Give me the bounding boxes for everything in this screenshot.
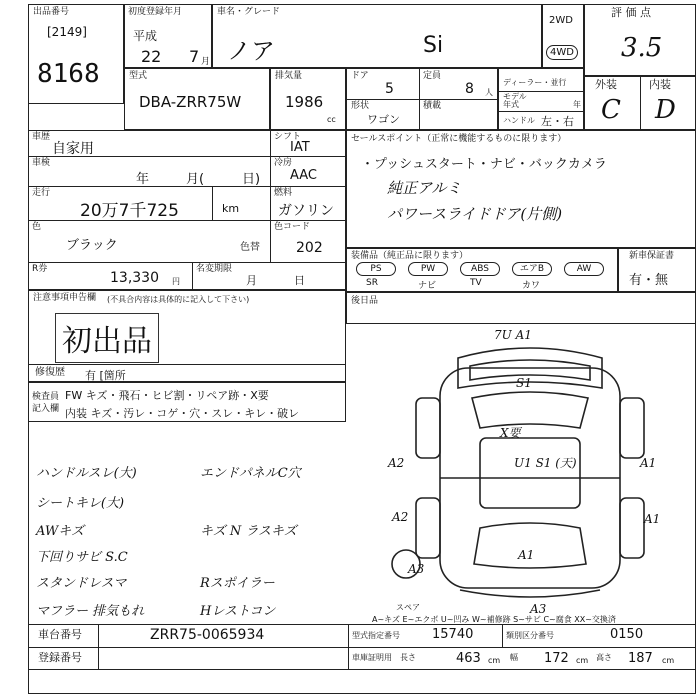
door-value: 5 bbox=[385, 81, 394, 97]
inspection-label: 車検 bbox=[32, 158, 51, 168]
new-car-value: 有・無 bbox=[629, 273, 669, 288]
capacity-label: 定員 bbox=[423, 71, 442, 81]
mileage-label: 走行 bbox=[32, 188, 51, 198]
notes-label: 注意事項申告欄 bbox=[33, 293, 97, 303]
color-change-label: 色替 bbox=[240, 242, 260, 253]
damage-mark: S1 bbox=[516, 376, 532, 390]
equipment-item: エアB bbox=[512, 262, 552, 276]
damage-legend: A~キズ E~エクボ U~凹み W~補修跡 S~サビ C~腐食 XX~交換済 bbox=[372, 615, 616, 624]
class-label: 類別区分番号 bbox=[506, 631, 554, 640]
sales-point-line1: ・プッシュスタート・ナビ・バックカメラ bbox=[361, 157, 607, 172]
lot-label: 出品番号 bbox=[33, 7, 70, 17]
interior-grade: D bbox=[655, 95, 676, 125]
sales-point-label: セールスポイント（正常に機能するものに限ります） bbox=[351, 134, 567, 144]
equipment-item: ナビ bbox=[418, 281, 437, 291]
color-code-value: 202 bbox=[296, 240, 323, 256]
remark-line: Rスポイラー bbox=[200, 576, 275, 591]
model-name: ノア bbox=[227, 37, 275, 65]
fuel-value: ガソリン bbox=[278, 203, 334, 219]
drive-2wd: 2WD bbox=[549, 15, 573, 26]
damage-mark: A1 bbox=[640, 456, 657, 470]
door-shape-box bbox=[346, 68, 498, 130]
car-diagram bbox=[380, 328, 680, 618]
damage-mark: A2 bbox=[392, 510, 409, 524]
width-unit: cm bbox=[576, 656, 589, 665]
sales-point-line2: 純正アルミ bbox=[387, 179, 462, 197]
type-box bbox=[124, 68, 270, 130]
inspector-box bbox=[28, 382, 346, 422]
dealer-box bbox=[498, 68, 584, 130]
width-value: 172 bbox=[544, 651, 569, 666]
remark-line: 下回りサビ S.C bbox=[36, 550, 128, 565]
remark-line: AWキズ bbox=[36, 524, 84, 539]
equipment-item: PS bbox=[356, 262, 396, 276]
displacement-unit: cc bbox=[327, 115, 336, 124]
remark-line: Hレストコン bbox=[200, 604, 276, 619]
equipment-item: SR bbox=[366, 278, 378, 288]
damage-mark: 7U A1 bbox=[494, 328, 532, 342]
name-change-month: 月 bbox=[246, 274, 257, 287]
color-code-label: 色コード bbox=[274, 222, 311, 232]
exterior-grade: C bbox=[601, 95, 621, 125]
model-cert-value: 15740 bbox=[432, 627, 474, 642]
sales-point-box bbox=[346, 130, 696, 248]
interior-label: 内装 bbox=[649, 78, 671, 91]
inspection-month: 月( bbox=[186, 172, 205, 187]
ac-label: 冷房 bbox=[274, 158, 293, 168]
model-label: 車名・グレード bbox=[217, 7, 281, 17]
height-value: 187 bbox=[628, 651, 653, 666]
repair-value: 有 [箇所 bbox=[85, 369, 126, 382]
damage-mark: A3 bbox=[530, 602, 547, 616]
history-value: 自家用 bbox=[52, 141, 94, 157]
recycle-unit: 円 bbox=[172, 277, 180, 286]
handle-value: 左・右 bbox=[541, 115, 574, 128]
mileage-value: 20万7千725 bbox=[80, 201, 179, 221]
first-reg-label: 初度登録年月 bbox=[128, 7, 183, 17]
exterior-label: 外装 bbox=[595, 78, 617, 91]
displacement-box bbox=[270, 68, 346, 130]
shape-value: ワゴン bbox=[367, 113, 400, 126]
equipment-item: AW bbox=[564, 262, 604, 276]
inspection-day: 日) bbox=[242, 172, 261, 187]
dealer-label: ディーラー・並行 bbox=[503, 78, 567, 87]
cert-ref-label: 車庫証明用 bbox=[352, 653, 392, 662]
equipment-item: カワ bbox=[522, 281, 541, 291]
height-label: 高さ bbox=[596, 653, 612, 662]
mileage-unit: km bbox=[222, 202, 240, 215]
month-value: 7 bbox=[189, 47, 200, 66]
displacement-label: 排気量 bbox=[275, 71, 303, 81]
new-car-label: 新車保証書 bbox=[629, 251, 675, 261]
chassis-label: 車台番号 bbox=[38, 628, 82, 641]
remark-line: マフラー 排気もれ bbox=[36, 604, 145, 619]
fuel-label: 燃料 bbox=[274, 188, 293, 198]
first-reg-box bbox=[124, 4, 212, 68]
model-box bbox=[212, 4, 542, 68]
recycle-value: 13,330 bbox=[110, 270, 159, 286]
damage-mark: A1 bbox=[644, 512, 661, 526]
shift-value: IAT bbox=[290, 140, 310, 155]
sales-point-line3: パワースライドドア(片側) bbox=[387, 205, 563, 223]
height-unit: cm bbox=[662, 656, 675, 665]
month-unit: 月 bbox=[201, 57, 211, 67]
color-value: ブラック bbox=[66, 238, 118, 253]
model-year-label: モデル年式 bbox=[503, 92, 527, 109]
spare-label: スペア bbox=[396, 603, 420, 612]
recycle-label: R券 bbox=[32, 264, 48, 274]
reg-label: 登録番号 bbox=[38, 651, 82, 664]
drive-4wd: 4WD bbox=[546, 45, 578, 60]
model-year-unit: 年 bbox=[573, 100, 581, 109]
check-row1: FW キズ・飛石・ヒビ割・リペア跡・X要 bbox=[65, 389, 269, 402]
ac-value: AAC bbox=[290, 168, 317, 183]
type-label: 型式 bbox=[129, 71, 148, 81]
remark-line: エンドパネルC穴 bbox=[200, 466, 301, 481]
inspection-year: 年 bbox=[136, 172, 150, 187]
load-label: 積載 bbox=[423, 101, 442, 111]
drive-box bbox=[542, 4, 584, 68]
repair-label: 修復歴 bbox=[35, 367, 65, 378]
remark-line: シートキレ(大) bbox=[36, 496, 125, 511]
length-value: 463 bbox=[456, 651, 481, 666]
length-unit: cm bbox=[488, 656, 501, 665]
ext-int-box bbox=[584, 76, 696, 130]
shift-label: シフト bbox=[274, 132, 302, 142]
damage-mark: A3 bbox=[408, 562, 425, 576]
aftermarket-label: 後日品 bbox=[351, 296, 379, 306]
door-label: ドア bbox=[351, 71, 369, 81]
lot-number: 8168 bbox=[37, 59, 100, 89]
grade: Si bbox=[423, 33, 444, 58]
equipment-item: ABS bbox=[460, 262, 500, 276]
aftermarket-box bbox=[346, 292, 696, 324]
notes-sublabel: (不具合内容は具体的に記入して下さい) bbox=[107, 295, 250, 304]
damage-mark: U1 S1 (天) bbox=[514, 456, 577, 470]
score-label: 評 価 点 bbox=[611, 6, 651, 19]
shape-label: 形状 bbox=[351, 101, 370, 111]
displacement-value: 1986 bbox=[285, 93, 324, 111]
lot-code: [2149] bbox=[47, 25, 87, 39]
equipment-label: 装備品（純正品に限ります） bbox=[351, 251, 469, 261]
damage-mark: X要 bbox=[500, 426, 521, 440]
length-label: 長さ bbox=[400, 653, 416, 662]
first-listing-stamp: 初出品 bbox=[55, 313, 159, 363]
model-cert-label: 型式指定番号 bbox=[352, 631, 400, 640]
year-value: 22 bbox=[141, 47, 162, 66]
remark-line: スタンドレスマ bbox=[36, 576, 127, 591]
check-row2: 内装 キズ・汚レ・コゲ・穴・スレ・キレ・破レ bbox=[65, 407, 300, 420]
handle-label: ハンドル bbox=[503, 116, 535, 125]
name-change-label: 名変期限 bbox=[196, 264, 233, 274]
inspector-label: 検査員 記入欄 bbox=[32, 392, 60, 414]
repair-row bbox=[28, 364, 346, 382]
damage-mark: A2 bbox=[388, 456, 405, 470]
type-value: DBA-ZRR75W bbox=[139, 93, 242, 111]
score-value: 3.5 bbox=[621, 33, 663, 63]
damage-mark: A1 bbox=[518, 548, 535, 562]
color-label: 色 bbox=[32, 222, 42, 232]
history-label: 車歴 bbox=[32, 132, 51, 142]
era: 平成 bbox=[133, 29, 158, 43]
chassis-value: ZRR75-0065934 bbox=[150, 627, 265, 643]
lot-box bbox=[28, 4, 124, 104]
remark-line: ハンドルスレ(大) bbox=[36, 466, 137, 481]
class-value: 0150 bbox=[610, 627, 644, 642]
remark-line: キズ N ラスキズ bbox=[200, 524, 297, 539]
capacity-value: 8 bbox=[465, 81, 474, 97]
name-change-day: 日 bbox=[294, 274, 305, 287]
equipment-item: PW bbox=[408, 262, 448, 276]
width-label: 幅 bbox=[510, 653, 518, 662]
new-car-box bbox=[618, 248, 696, 292]
equipment-item: TV bbox=[470, 278, 482, 288]
capacity-unit: 人 bbox=[485, 88, 493, 97]
score-box bbox=[584, 4, 696, 76]
